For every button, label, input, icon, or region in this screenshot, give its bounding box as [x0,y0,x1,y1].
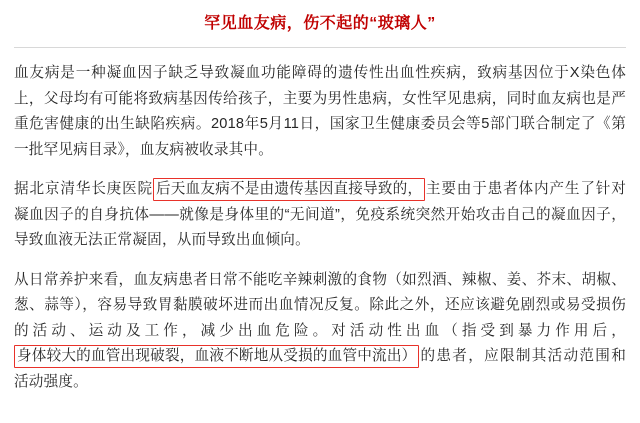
paragraph-1 [14,61,626,163]
paragraph-2-text-lead: 据北京清华长庚医院 [14,181,153,197]
article-body [14,61,626,395]
paragraph-3-text-tail: 的患者，应限制其活动范围和活动强度。 [14,348,626,390]
paragraph-3-text-lead: 从日常养护来看，血友病患者日常不能吃辛辣刺激的食物（如烈酒、辣椒、姜、芥末、胡椒、葱、蒜等），容易导致胃黏膜破坏进而出血情况反复。除此之外，还应该避免剧烈或易受损伤的活动、运动及工作，减少出血危险。对活动性出血（指受到暴力作用后， [14,271,626,339]
paragraph-2-text-tail: 主要由于患者体内产生了针对凝血因子的自身抗体——就像是身体里的“无间道”，免疫系统突然开始攻击自己的凝血因子，导致血液无法正常凝固，从而导致出血倾向。 [14,181,626,248]
paragraph-1-text: 血友病是一种凝血因子缺乏导致凝血功能障碍的遗传性出血性疾病，致病基因位于X染色体上，父母均有可能将致病基因传给孩子，主要为男性患病，女性罕见患病，同时血友病也是严重危害健康的出生缺陷疾病。2018年5月11日，国家卫生健康委员会等5部门联合制定了《第一批罕见病目录》，血友病被收录其中。 [14,65,626,158]
highlight-box-2: 身体较大的血管出现破裂，血液不断地从受损的血管中流出） [14,345,419,368]
page-title: 罕见血友病，伤不起的“玻璃人” [204,15,436,32]
article-page [0,13,640,423]
title-divider [14,47,626,48]
paragraph-2 [14,177,626,254]
highlight-box-1: 后天血友病不是由遗传基因直接导致的， [153,178,425,201]
paragraph-3 [14,268,626,396]
